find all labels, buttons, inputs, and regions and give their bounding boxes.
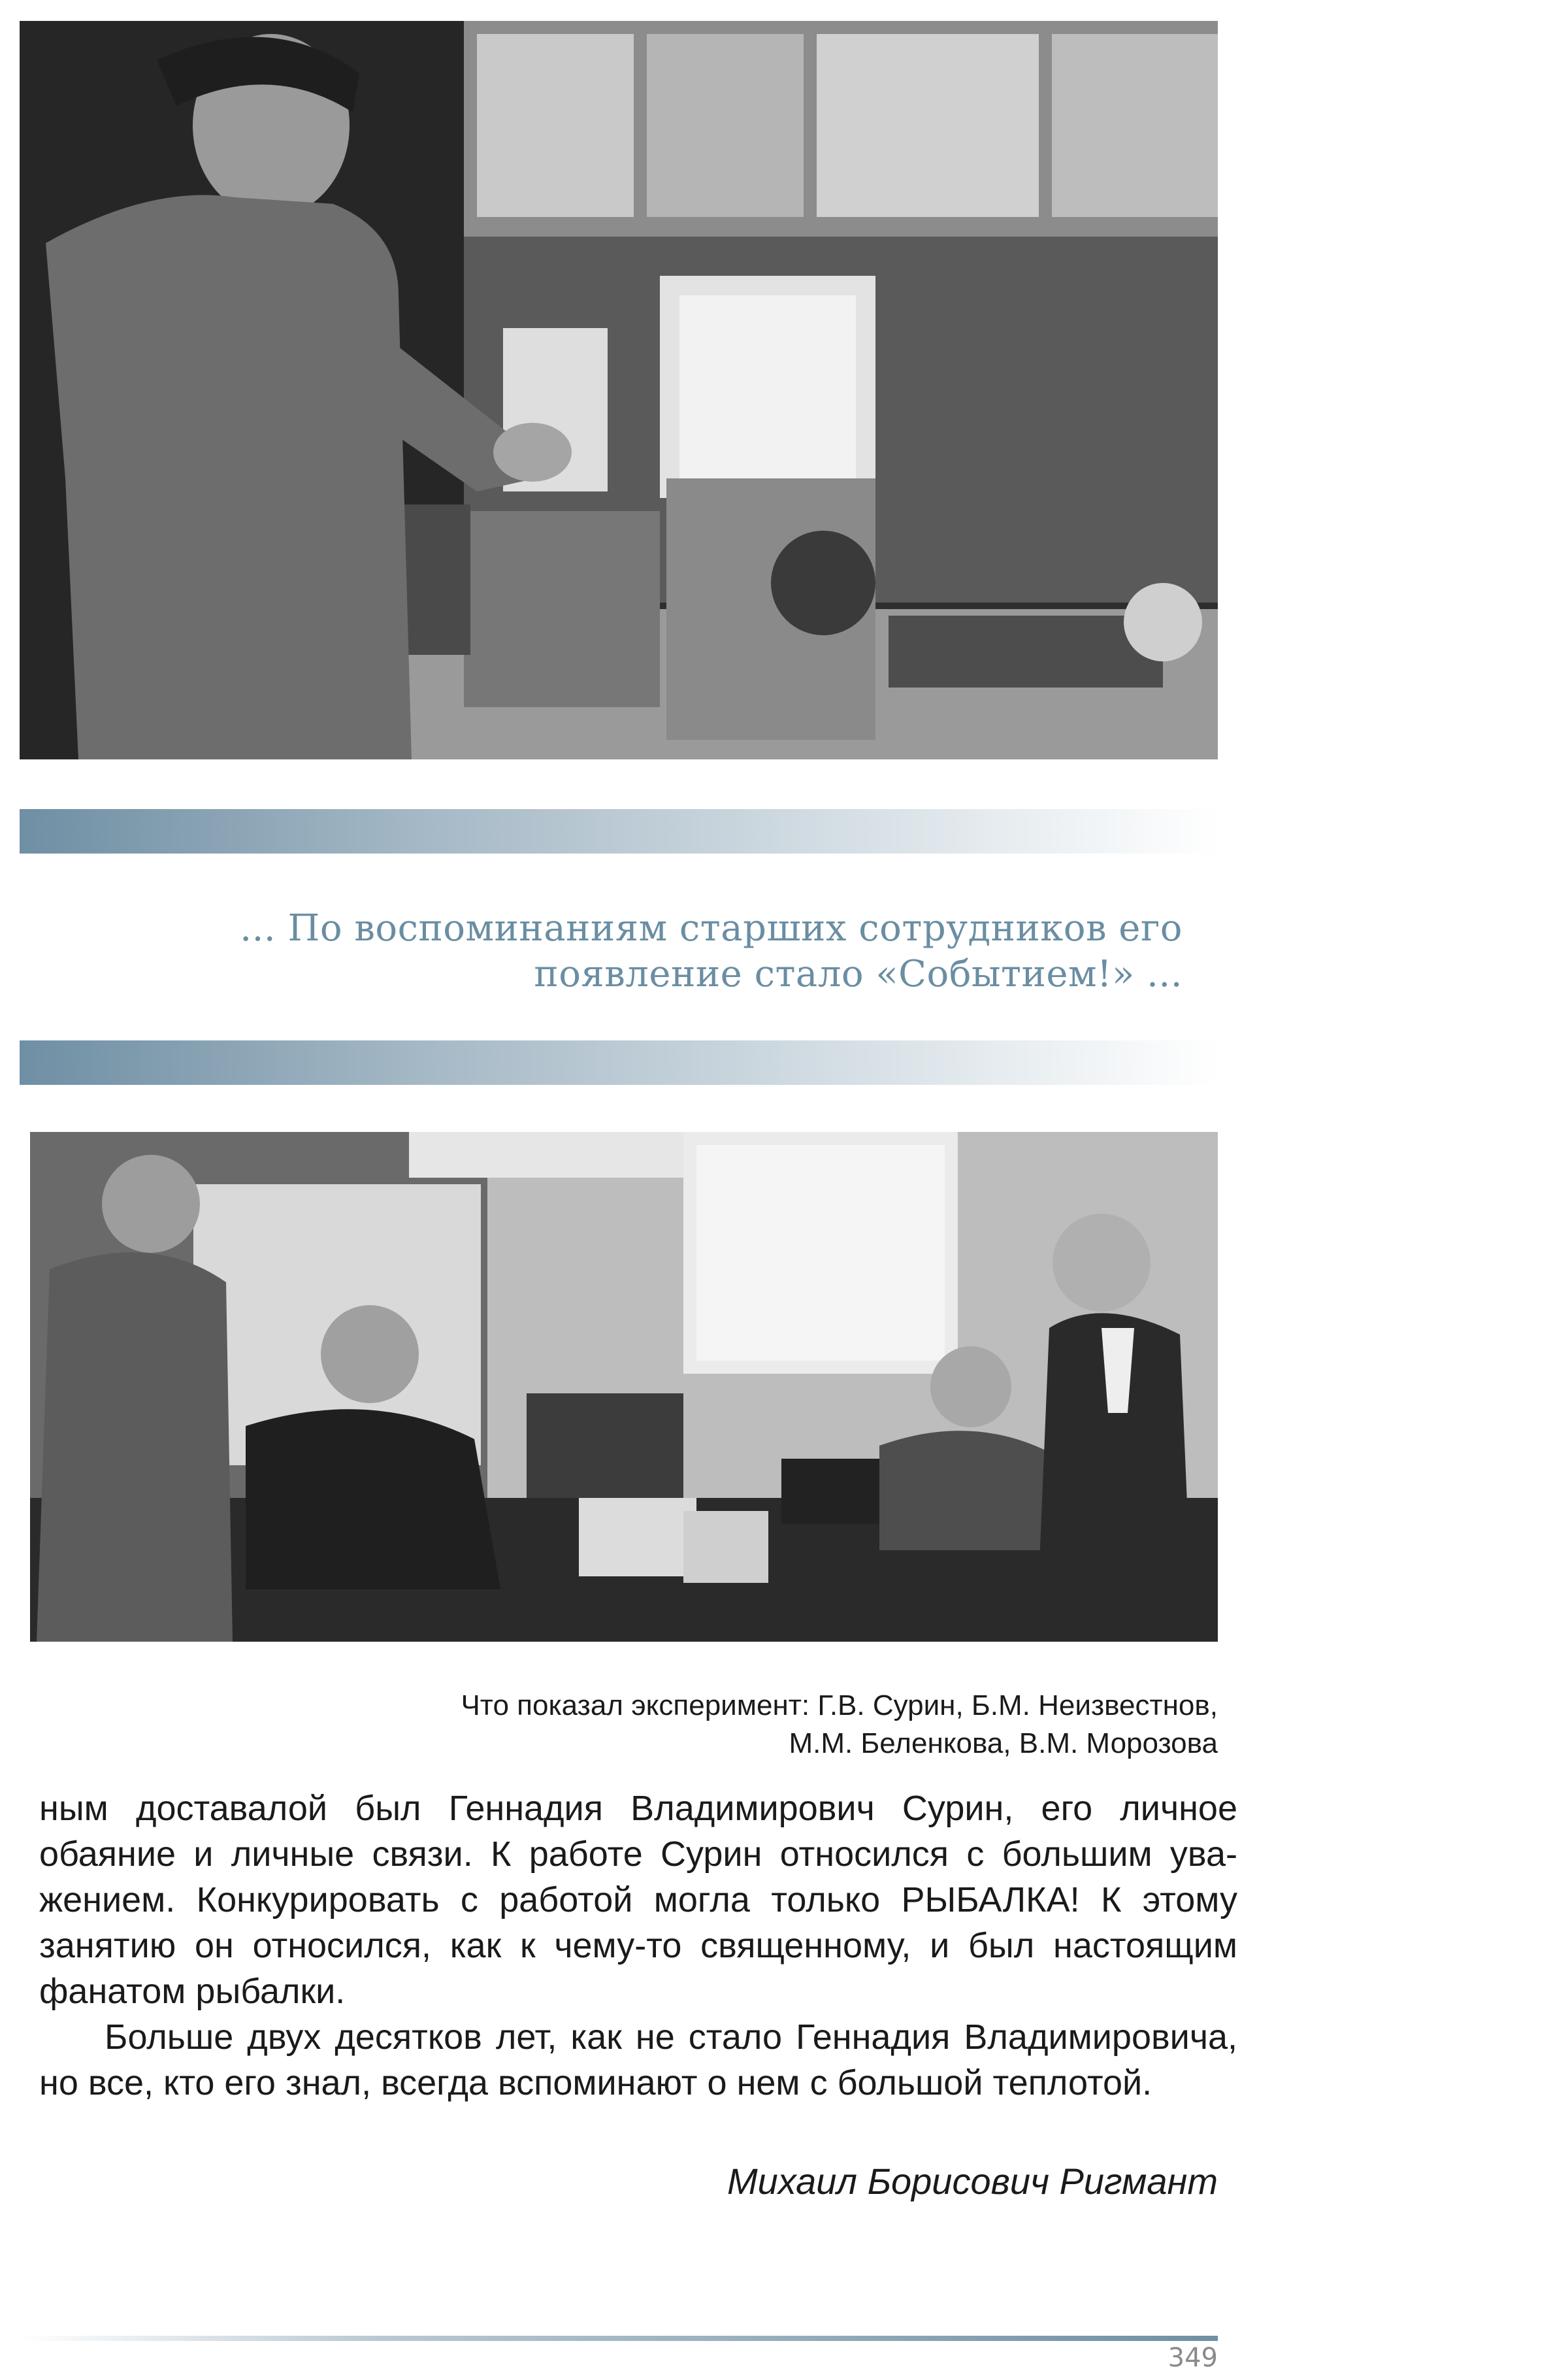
footer-rule [20, 2336, 1218, 2341]
photo-caption-line-1: Что показал эксперимент: Г.В. Сурин, Б.М. Неизвестнов, [461, 1689, 1218, 1721]
body-line-6: Больше двух десятков лет, как не стало Геннадия Владимировича, [105, 2017, 1237, 2057]
body-line-3: жением. Конкурировать с работой могла только РЫБАЛКА! К этому [39, 1880, 1237, 1919]
body-line-2: обаяние и личные связи. К работе Сурин относился с большим ува- [39, 1834, 1237, 1874]
body-line-5: фанатом рыбалки. [39, 1972, 346, 2011]
photo-group-experiment-image [30, 1132, 1218, 1642]
photo-man-at-equipment-image [20, 21, 1218, 759]
page-number: 349 [1168, 2343, 1218, 2373]
photo-group-experiment [30, 1132, 1218, 1642]
decorative-band-top [20, 809, 1218, 854]
body-line-4: занятию он относился, как к чему-то священному, и был настоящим [39, 1926, 1237, 1965]
author-signature: Михаил Борисович Ригмант [727, 2161, 1218, 2202]
body-line-1: ным доставалой был Геннадия Владимирович Сурин, его личное [39, 1789, 1237, 1828]
photo-caption-line-2: М.М. Беленкова, В.М. Морозова [789, 1727, 1218, 1759]
pull-quote-line-2: появление стало «Событием!» ... [534, 953, 1183, 995]
decorative-band-bottom [20, 1040, 1218, 1085]
photo-man-at-equipment [20, 21, 1218, 759]
body-line-7: но все, кто его знал, всегда вспоминают о нем с большой теплотой. [39, 2063, 1152, 2102]
pull-quote-line-1: ... По воспоминаниям старших сотрудников его [240, 907, 1183, 950]
